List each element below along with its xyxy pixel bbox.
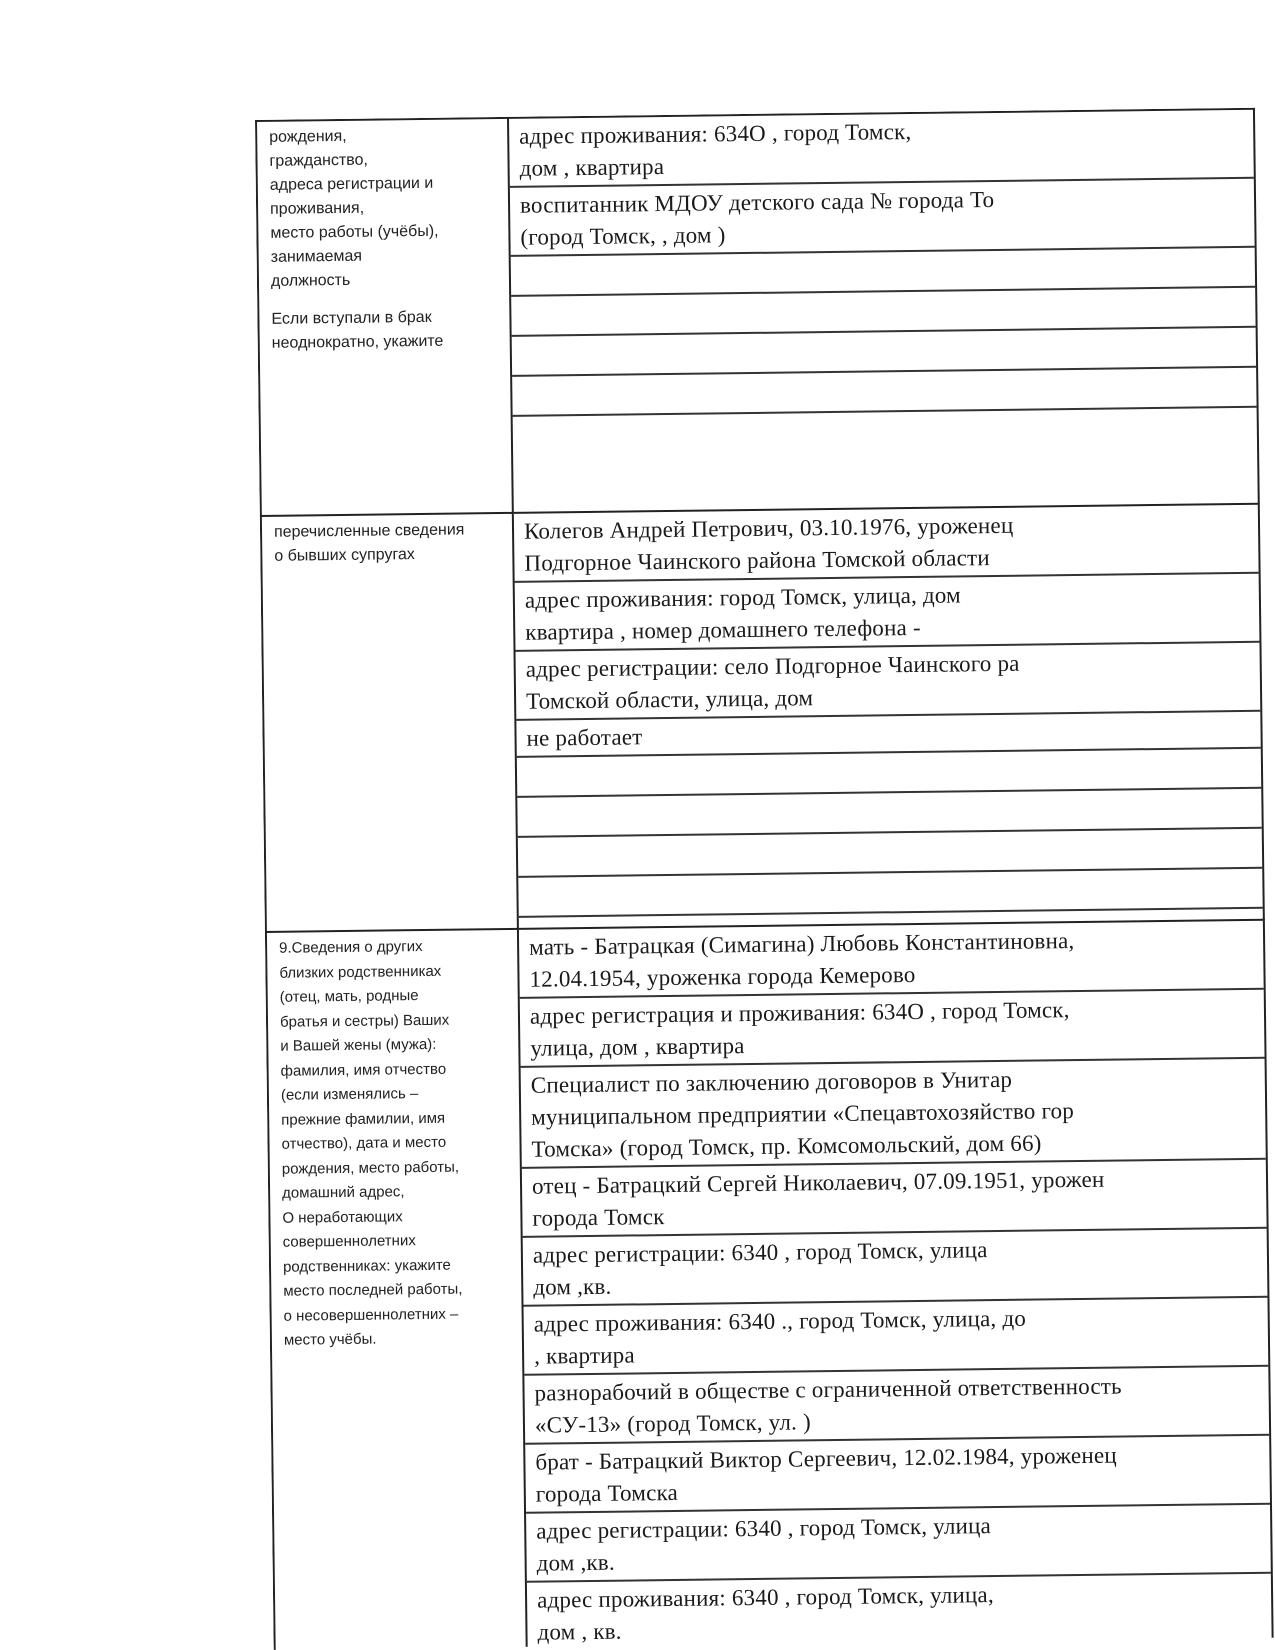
value-line: адрес регистрации: село Подгорное Чаинского ра xyxy=(525,650,1020,682)
field-value-cell xyxy=(518,920,1273,1650)
value-entry xyxy=(515,574,1260,652)
value-entry xyxy=(527,1574,1272,1650)
value-line: адрес регистрации: 6340 , город Томск, улица xyxy=(532,1237,988,1268)
field-label-text: рождения, гражданство, адреса регистрации и проживания, место работы (учёбы), занимаемая должность xyxy=(269,127,439,290)
value-line: (город Томск, , дом ) xyxy=(520,222,726,250)
field-value-cell xyxy=(508,109,1259,513)
value-line: «СУ-13» (город Томск, ул. ) xyxy=(534,1409,811,1438)
value-line: Томской области, улица, дом xyxy=(525,685,814,714)
form-row xyxy=(261,504,1264,932)
value-line: Томска» (город Томск, пр. Комсомольский, дом 66) xyxy=(531,1130,1042,1162)
value-line: брат - Батрацкий Виктор Сергеевич, 12.02.1984, уроженец xyxy=(535,1442,1117,1475)
value-entry xyxy=(524,1367,1269,1445)
value-line: воспитанник МДОУ детского сада № города То xyxy=(519,186,995,218)
form-row xyxy=(256,109,1259,516)
field-label-text: перечисленные сведения о бывших супругах xyxy=(273,521,465,565)
value-line: , квартира xyxy=(533,1342,635,1369)
field-label-cell xyxy=(256,118,513,516)
field-label-text: Если вступали в брак неоднократно, укажите xyxy=(271,308,444,352)
questionnaire-table xyxy=(255,108,1274,1650)
value-line: не работает xyxy=(526,724,643,751)
value-line: дом , квартира xyxy=(519,154,665,181)
value-entry xyxy=(521,1059,1266,1169)
form-row xyxy=(266,920,1273,1650)
value-line: дом ,кв. xyxy=(536,1549,616,1576)
value-entry xyxy=(522,1160,1267,1238)
value-entry xyxy=(525,1436,1270,1514)
field-label-cell xyxy=(261,513,518,932)
value-line: квартира , номер домашнего телефона - xyxy=(525,614,921,645)
field-label-text: 9.Сведения о других близких родственниках (отец, мать, родные братья и сестры) Ваших и Вашей жены (мужа): фамилия, имя отчество (если изменялись – прежние фамилии, имя отчество), дата и место рождения, место работы, домашний адрес, О неработающих совершеннолетних родственниках: укажите место последней работы, о несовершеннолетних – место учёбы. xyxy=(279,938,463,1349)
value-line: города Томск xyxy=(532,1204,665,1231)
value-line: адрес проживания: 6340 , город Томск, улица, xyxy=(536,1582,994,1613)
value-line: муниципальном предприятии «Спецавтохозяйство гор xyxy=(531,1098,1075,1130)
value-entry xyxy=(519,921,1264,999)
value-line: адрес проживания: город Томск, улица, дом xyxy=(524,582,961,613)
value-line: адрес проживания: 634О , город Томск, xyxy=(519,118,912,149)
value-entry xyxy=(524,1298,1269,1376)
value-line: города Томска xyxy=(535,1479,679,1507)
value-entry xyxy=(509,110,1254,188)
field-value-cell xyxy=(513,504,1264,929)
value-line: дом ,кв. xyxy=(533,1273,612,1300)
value-entry xyxy=(520,990,1265,1068)
value-entry xyxy=(510,179,1255,257)
value-line: адрес регистрации: 6340 , город Томск, улица xyxy=(536,1513,992,1544)
value-line: адрес проживания: 6340 ., город Томск, улица, до xyxy=(533,1305,1027,1337)
value-line: Колегов Андрей Петрович, 03.10.1976, уроженец xyxy=(523,512,1014,544)
value-entry xyxy=(516,643,1261,721)
value-entry xyxy=(514,505,1259,583)
scanned-page xyxy=(255,108,1275,1650)
value-line: мать - Батрацкая (Симагина) Любовь Константиновна, xyxy=(528,928,1075,960)
value-line: Подгорное Чаинского района Томской области xyxy=(524,545,990,576)
value-line: Специалист по заключению договоров в Унитар xyxy=(530,1066,1013,1098)
value-entry xyxy=(526,1505,1271,1583)
value-line: дом , кв. xyxy=(537,1618,622,1645)
value-line: адрес регистрация и проживания: 634О , город Томск, xyxy=(529,997,1070,1029)
value-line: отец - Батрацкий Сергей Николаевич, 07.09.1951, урожен xyxy=(531,1166,1105,1199)
value-line: 12.04.1954, уроженка города Кемерово xyxy=(529,961,916,992)
value-line: разнорабочий в обществе с ограниченной ответственность xyxy=(534,1373,1122,1406)
field-label-cell xyxy=(266,929,527,1650)
value-line: улица, дом , квартира xyxy=(530,1033,745,1061)
value-entry xyxy=(523,1229,1268,1307)
